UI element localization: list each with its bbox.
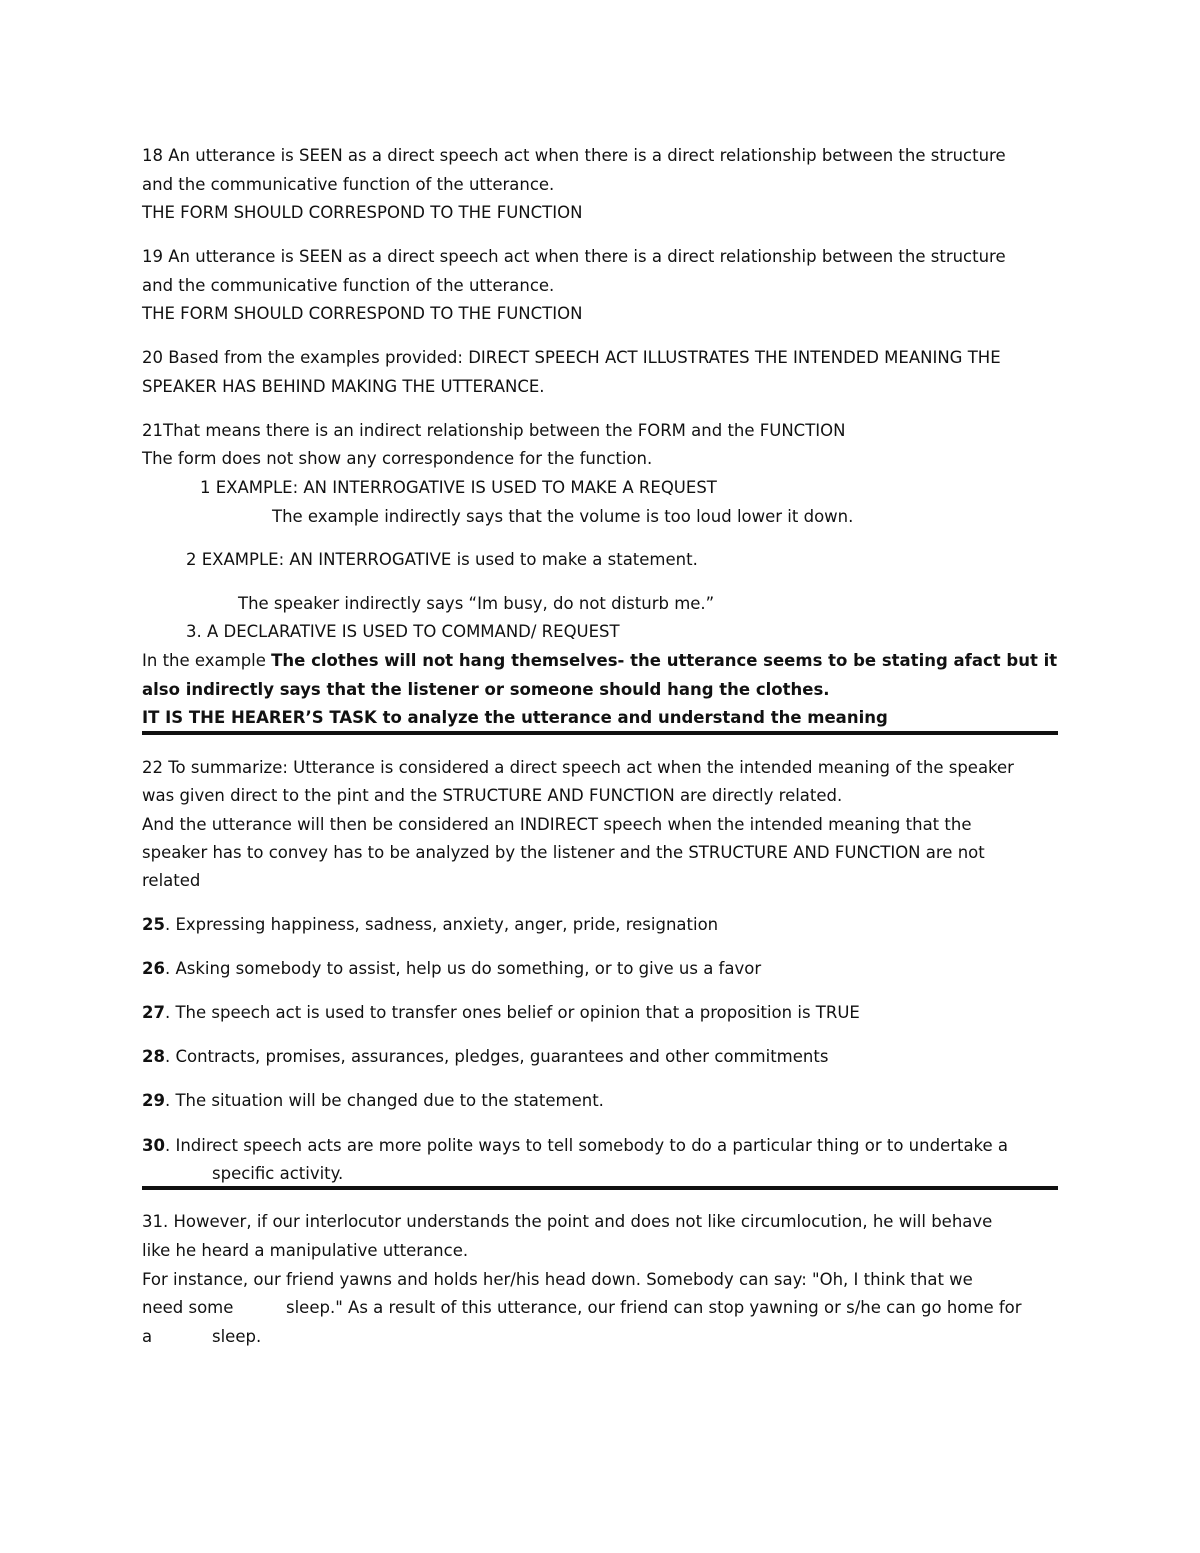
item-number: 28 bbox=[142, 1047, 165, 1066]
s20-line2: SPEAKER HAS BEHIND MAKING THE UTTERANCE. bbox=[142, 377, 545, 396]
s22-line4: speaker has to convey has to be analyzed by the listener and the STRUCTURE AND FUNCTION are not bbox=[142, 843, 985, 862]
list-item bbox=[142, 959, 761, 979]
s22-line1: 22 To summarize: Utterance is considered a direct speech act when the intended meaning of the speaker bbox=[142, 758, 1014, 777]
s22-line3: And the utterance will then be considered an INDIRECT speech when the intended meaning that the bbox=[142, 815, 972, 834]
s21-example2-note: The speaker indirectly says “Im busy, do not disturb me.” bbox=[238, 594, 715, 613]
list-item bbox=[142, 1047, 828, 1067]
s19-line1: 19 An utterance is SEEN as a direct speech act when there is a direct relationship between the structure bbox=[142, 247, 1006, 266]
s31-line1-text: . However, if our interlocutor understands the point and does not like circumlocution, he will behave bbox=[163, 1212, 993, 1231]
s31-line5a: a bbox=[142, 1327, 153, 1346]
list-item bbox=[142, 915, 718, 935]
s21-example3-prefix: In the example bbox=[142, 651, 272, 670]
item-text: . The situation will be changed due to the statement. bbox=[164, 1091, 604, 1110]
item-number: 25 bbox=[142, 915, 165, 934]
item30-continuation: specific activity. bbox=[212, 1164, 344, 1183]
s31-line4a: need some bbox=[142, 1298, 234, 1317]
list-item bbox=[142, 1003, 860, 1023]
item-number: 29 bbox=[142, 1091, 165, 1110]
s18-line1: 18 An utterance is SEEN as a direct speech act when there is a direct relationship between the structure bbox=[142, 146, 1006, 165]
s21-example3: 3. A DECLARATIVE IS USED TO COMMAND/ REQUEST bbox=[186, 622, 620, 641]
s31-line3: For instance, our friend yawns and holds her/his head down. Somebody can say: "Oh, I think that we bbox=[142, 1270, 973, 1289]
s21-example1: 1 EXAMPLE: AN INTERROGATIVE IS USED TO MAKE A REQUEST bbox=[200, 478, 717, 497]
s21-line1: 21That means there is an indirect relationship between the FORM and the FUNCTION bbox=[142, 421, 846, 440]
s21-line2: The form does not show any correspondence for the function. bbox=[142, 449, 653, 468]
s31-number: 31 bbox=[142, 1212, 163, 1231]
s21-example3-bold2: also indirectly says that the listener or someone should hang the clothes. bbox=[142, 680, 830, 699]
s18-line2: and the communicative function of the utterance. bbox=[142, 175, 555, 194]
s18-line3: THE FORM SHOULD CORRESPOND TO THE FUNCTION bbox=[142, 203, 583, 222]
s21-example3-bold1: The clothes will not hang themselves- the utterance seems to be stating afact but it bbox=[271, 651, 1058, 670]
s22-line5: related bbox=[142, 871, 201, 890]
list-item bbox=[142, 1091, 604, 1111]
s19-line3: THE FORM SHOULD CORRESPOND TO THE FUNCTION bbox=[142, 304, 583, 323]
s19-line2: and the communicative function of the utterance. bbox=[142, 276, 555, 295]
item-text: . Asking somebody to assist, help us do something, or to give us a favor bbox=[164, 959, 762, 978]
s22-line2: was given direct to the pint and the STRUCTURE AND FUNCTION are directly related. bbox=[142, 786, 843, 805]
item-text: . Indirect speech acts are more polite ways to tell somebody to do a particular thing or to undertake a bbox=[164, 1136, 1009, 1155]
divider-line-2 bbox=[142, 1186, 1058, 1190]
item-text: . Expressing happiness, sadness, anxiety, anger, pride, resignation bbox=[164, 915, 719, 934]
item-number: 26 bbox=[142, 959, 165, 978]
s21-example3-line1 bbox=[142, 651, 1057, 671]
s31-line5b: sleep. bbox=[212, 1327, 262, 1346]
s21-example2: 2 EXAMPLE: AN INTERROGATIVE is used to make a statement. bbox=[186, 550, 698, 569]
s31-line4b: sleep." As a result of this utterance, our friend can stop yawning or s/he can go home for bbox=[286, 1298, 1022, 1317]
item-text: . Contracts, promises, assurances, pledges, guarantees and other commitments bbox=[164, 1047, 829, 1066]
list-item bbox=[142, 1136, 1008, 1156]
s21-example3-bold3: IT IS THE HEARER’S TASK to analyze the utterance and understand the meaning bbox=[142, 708, 888, 727]
s31-line2: like he heard a manipulative utterance. bbox=[142, 1241, 469, 1260]
s20-line1: 20 Based from the examples provided: DIRECT SPEECH ACT ILLUSTRATES THE INTENDED MEANING THE bbox=[142, 348, 1001, 367]
divider-line-1 bbox=[142, 731, 1058, 735]
item-number: 30 bbox=[142, 1136, 165, 1155]
item-text: . The speech act is used to transfer ones belief or opinion that a proposition is TRUE bbox=[164, 1003, 860, 1022]
s21-example1-note: The example indirectly says that the volume is too loud lower it down. bbox=[272, 507, 854, 526]
item-number: 27 bbox=[142, 1003, 165, 1022]
s31-line1 bbox=[142, 1212, 992, 1232]
